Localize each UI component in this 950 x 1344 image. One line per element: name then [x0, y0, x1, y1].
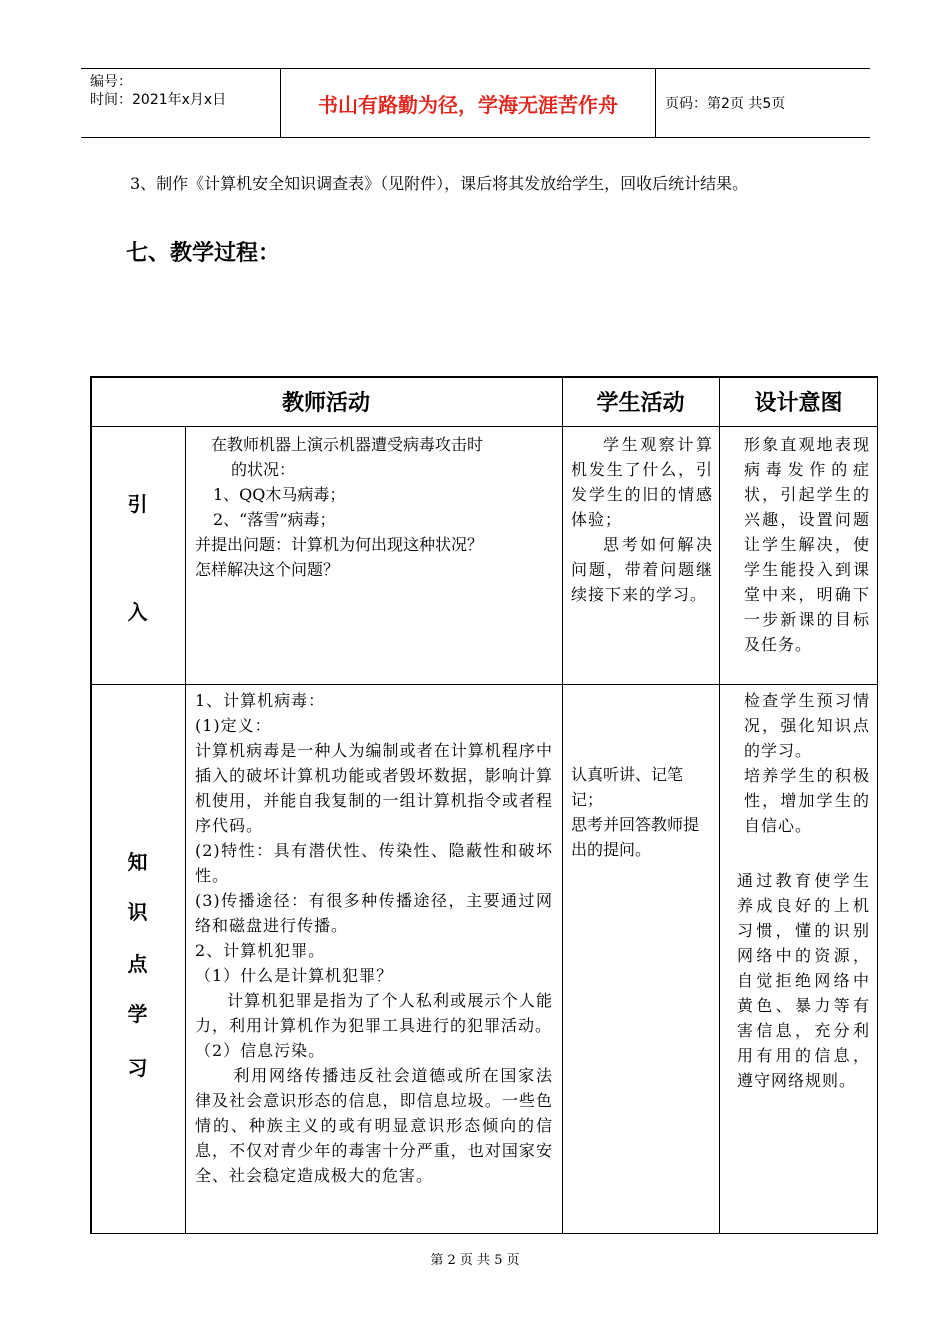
knowledge-teacher-activity [195, 688, 553, 1188]
intro-teacher-activity [195, 432, 557, 582]
text-line: 思考如何解决问题，带着问题继续接下来的学习。 [571, 535, 713, 604]
teaching-process-table [90, 376, 878, 1234]
header-meta [81, 69, 281, 137]
text-line: 2、计算机犯罪。 [195, 941, 326, 960]
text-line: 利用网络传播违反社会道德或所在国家法律及社会意识形态的信息，即信息垃圾。一些色情的、种族主义的或有明显意识形态倾向的信息，不仅对青少年的毒害十分严重，也对国家安全、社会稳定造成极大的危害。 [195, 1066, 553, 1185]
stage-label-intro-1: 引 [127, 492, 148, 516]
time-label: 时间：2021年x月x日 [90, 92, 227, 108]
number-label: 编号： [90, 74, 132, 90]
page-footer: 第 2 页 共 5 页 [430, 1253, 520, 1268]
stage-label-knowledge-1: 知 [127, 850, 148, 874]
text-line: 计算机犯罪是指为了个人私利或展示个人能力，利用计算机作为犯罪工具进行的犯罪活动。 [195, 991, 553, 1035]
text-line: 计算机病毒是一种人为编制或者在计算机程序中插入的破坏计算机功能或者毁坏数据，影响计算机使用，并能自我复制的一组计算机指令或者程序代码。 [195, 741, 553, 835]
document-header [81, 68, 870, 138]
knowledge-design-intent-extra [737, 868, 870, 1093]
stage-label-knowledge-5: 习 [127, 1056, 148, 1080]
text-line: （1）什么是计算机犯罪？ [195, 966, 394, 985]
text-line: 2、“落雪”病毒； [213, 510, 336, 529]
text-line: 1、计算机病毒： [195, 691, 326, 710]
text-line: 检查学生预习情况，强化知识点的学习。 [744, 691, 870, 760]
text-line: 1、QQ木马病毒； [213, 485, 346, 504]
intro-student-activity [571, 432, 713, 607]
text-line: （2）信息污染。 [195, 1041, 326, 1060]
stage-label-knowledge-3: 点 [127, 952, 148, 976]
text-line: 在教师机器上演示机器遭受病毒攻击时 [211, 435, 484, 454]
paragraph-text: 3、制作《计算机安全知识调查表》（见附件），课后将其发放给学生，回收后统计结果。 [130, 174, 749, 193]
text-line: 怎样解决这个问题？ [195, 560, 340, 579]
section-title: 七、教学过程： [126, 241, 281, 266]
intro-design-intent [744, 432, 870, 657]
header-student-activity: 学生活动 [596, 390, 685, 416]
text-line: 思考并回答教师提出的提问。 [571, 815, 700, 859]
text-line: 培养学生的积极性，增加学生的自信心。 [744, 766, 870, 835]
text-line: 形象直观地表现病毒发作的症状，引起学生的兴趣，设置问题让学生解决，使学生能投入到课堂中来，明确下一步新课的目标及任务。 [744, 435, 870, 654]
text-line: 并提出问题：计算机为何出现这种状况？ [195, 535, 484, 554]
text-line: (2)特性：具有潜伏性、传染性、隐蔽性和破坏性。 [195, 841, 553, 885]
knowledge-design-intent [744, 688, 870, 838]
header-page-info: 页码：第2页 共5页 [665, 96, 786, 112]
knowledge-student-activity [571, 762, 713, 862]
text-line: 学生观察计算机发生了什么，引发学生的旧的情感体验； [571, 435, 713, 529]
intro-paragraph [90, 170, 870, 198]
text-line: 通过教育使学生养成良好的上机习惯，懂的识别网络中的资源，自觉拒绝网络中黄色、暴力等有害信息，充分利用有用的信息，遵守网络规则。 [737, 871, 870, 1090]
stage-label-knowledge-2: 识 [127, 900, 148, 924]
text-line: 的状况： [231, 460, 296, 479]
header-motto: 书山有路勤为径，学海无涯苦作舟 [281, 69, 656, 137]
stage-label-knowledge-4: 学 [127, 1002, 148, 1026]
text-line: 认真听讲、记笔记； [571, 765, 684, 809]
stage-label-intro-2: 入 [127, 600, 148, 624]
header-design-intent: 设计意图 [754, 390, 843, 416]
header-teacher-activity: 教师活动 [281, 390, 370, 416]
text-line: (3)传播途径：有很多种传播途径，主要通过网络和磁盘进行传播。 [195, 891, 553, 935]
text-line: (1)定义： [195, 716, 272, 735]
